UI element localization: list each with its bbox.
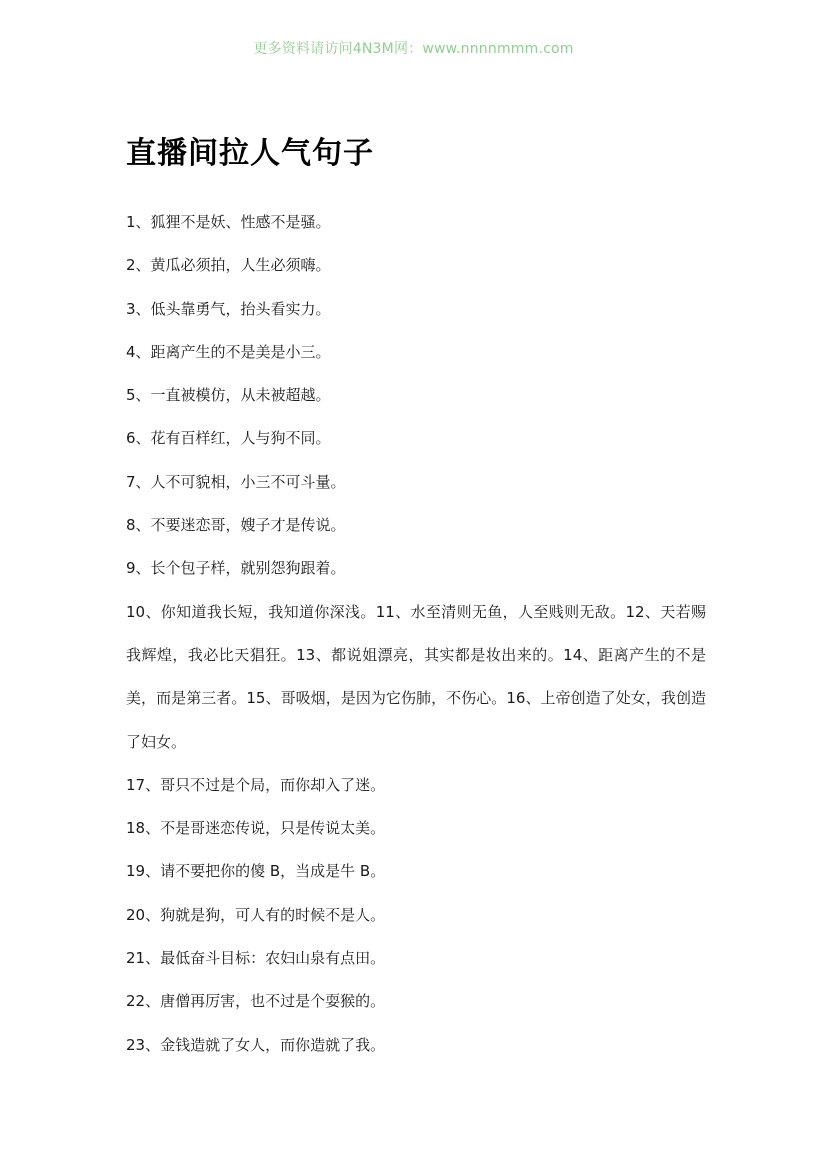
body-paragraph: 10、你知道我长短，我知道你深浅。11、水至清则无鱼，人至贱则无敌。12、天若赐我辉煌，我必比天猖狂。13、都说姐漂亮，其实都是妆出来的。14、距离产生的不是美，而是第三者。15、哥吸烟，是因为它伤肺，不伤心。16、上帝创造了处女，我创造了妇女。 [126,602,706,751]
list-item: 6、花有百样红，人与狗不同。 [126,429,331,448]
header-website-link[interactable]: 更多资料请访问4N3M网：www.nnnnmmm.com [253,41,574,57]
list-item: 19、请不要把你的傻 B，当成是牛 B。 [126,862,386,881]
list-item: 17、哥只不过是个局，而你却入了迷。 [126,775,386,794]
document-body [126,201,706,1067]
list-item: 7、人不可貌相，小三不可斗量。 [126,472,346,491]
list-item: 20、狗就是狗，可人有的时候不是人。 [126,905,386,924]
page-title: 直播间拉人气句子 [126,136,374,171]
list-item: 3、低头靠勇气，抬头看实力。 [126,299,331,318]
list-item: 18、不是哥迷恋传说，只是传说太美。 [126,819,386,838]
list-item: 2、黄瓜必须拍，人生必须嗨。 [126,256,331,275]
list-item: 1、狐狸不是妖、性感不是骚。 [126,213,331,231]
list-item: 23、金钱造就了女人，而你造就了我。 [126,1035,386,1054]
list-item: 22、唐僧再厉害，也不过是个耍猴的。 [126,992,386,1011]
list-item: 4、距离产生的不是美是小三。 [126,342,331,361]
list-item: 21、最低奋斗目标：农妇山泉有点田。 [126,949,386,968]
list-item: 5、一直被模仿，从未被超越。 [126,386,331,405]
list-item: 8、不要迷恋哥，嫂子才是传说。 [126,516,346,535]
list-item: 9、长个包子样，就别怨狗跟着。 [126,559,346,578]
